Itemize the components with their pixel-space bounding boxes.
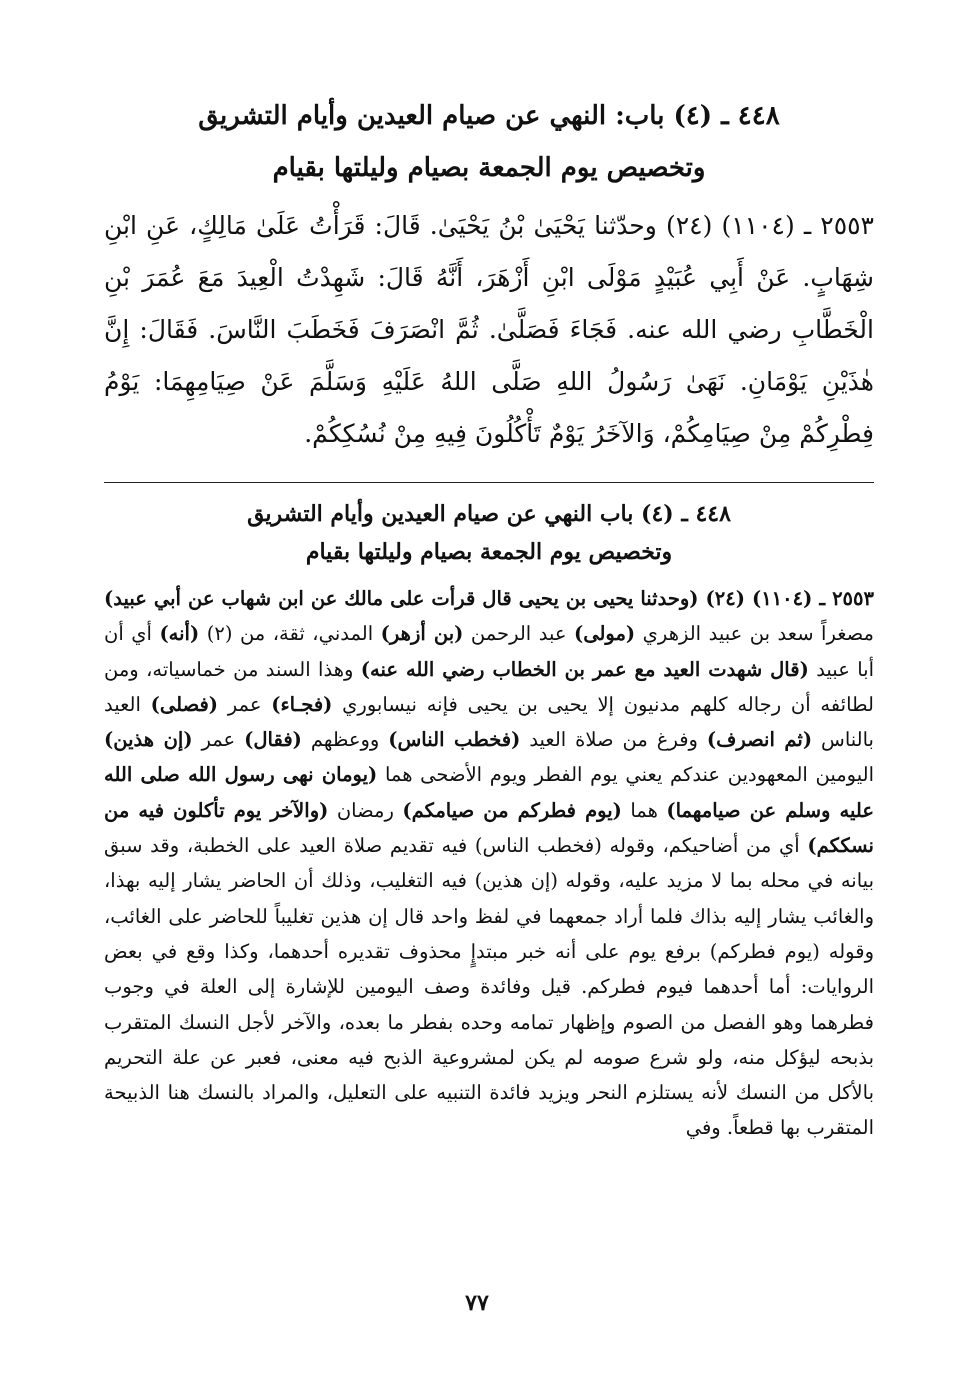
commentary-heading-line1: ٤٤٨ ـ (٤) باب النهي عن صيام العيدين وأيام التشريق (247, 501, 731, 527)
explanation-text: أي من أضاحيكم، وقوله (فخطب الناس) فيه تقديم صلاة العيد على الخطبة، وقد سبق بيانه في محله بما لا مزيد عليه، وقوله (إن هذين) فيه التغليب، وذلك أن الحاضر يشار إليه بهذا، والغائب يشار إليه بذاك فلما أراد جمعهما في لفظ واحد قال إن هذين تغليباً للحاضر على الغائب، وقوله (يوم فطركم) برفع يوم على أنه خبر مبتدإٍ محذوف تقديره أحدهما، وكذا وقع في بعض الروايات: أما أحدهما فيوم فطركم. قيل وفائدة وصف اليومين للإشارة إلى العلة في وجوب فطرهما وهو الفصل من الصوم وإظهار تمامه وحده بفطر ما بعده، والآخر لأجل النسك المتقرب بذبحه ليؤكل منه، ولو شرع صومه لم يكن لمشروعية الذبح فيه معنى، فعبر عن علة التحريم بالأكل من النسك لأنه يستلزم النحر ويزيد فائدة التنبيه على التعليل، والمراد بالنسك هنا الذبيحة المتقرب بها قطعاً. وفي (104, 834, 874, 1140)
explanation-text: أي أن أبا عبيد (104, 622, 875, 681)
quoted-text: (أنه) (159, 622, 200, 646)
explanation-text: عمر (218, 692, 272, 716)
explanation-text: عمر (192, 728, 245, 752)
quoted-text: ٢٥٥٣ ـ (١١٠٤) (٢٤) (وحدثنا يحيى بن يحيى قال قرأت على مالك عن ابن شهاب عن أبي عبيد) (104, 587, 874, 610)
quoted-text: (فقال) (244, 728, 302, 752)
explanation-text: عبد الرحمن (463, 622, 574, 646)
explanation-text: مصغراً سعد بن عبيد الزهري (635, 622, 874, 646)
page-number: ٧٧ (465, 1290, 489, 1316)
explanation-text: وهذا السند من خماسياته، ومن لطائفه أن رجاله كلهم مدنيون إلا يحيى بن يحيى فإنه نيسابوري (104, 657, 874, 716)
section-divider (104, 482, 874, 483)
quoted-text: (ثم انصرف) (706, 728, 813, 752)
explanation-text: وفرغ من صلاة العيد (520, 728, 707, 752)
hadith-text: ٢٥٥٣ ـ (١١٠٤) (٢٤) وحدّثنا يَحْيَىٰ بْنُ يَحْيَىٰ. قَالَ: قَرَأْتُ عَلَىٰ مَالِكٍ، عَنِ ابْنِ شِهَابٍ. عَنْ أَبِي عُبَيْدٍ مَوْلَى ابْنِ أَزْهَرَ، أَنَّهُ قَالَ: شَهِدْتُ الْعِيدَ مَعَ عُمَرَ بْنِ الْخَطَّابِ رضي الله عنه. فَجَاءَ فَصَلَّىٰ. ثُمَّ انْصَرَفَ فَخَطَبَ النَّاسَ. فَقَالَ: إِنَّ هٰذَيْنِ يَوْمَانِ. نَهَىٰ رَسُولُ اللهِ صَلَّى اللهُ عَلَيْهِ وَسَلَّمَ عَنْ صِيَامِهِمَا: يَوْمُ فِطْرِكُمْ مِنْ صِيَامِكُمْ، وَالآخَرُ يَوْمٌ تَأْكُلُونَ فِيهِ مِنْ نُسُكِكُمْ. (104, 211, 874, 448)
commentary-heading-line2: وتخصيص يوم الجمعة بصيام وليلتها بقيام (305, 539, 673, 565)
quoted-text: (فخطب الناس) (388, 728, 521, 752)
quoted-text: (بن أزهر) (380, 622, 464, 646)
chapter-title-line2: وتخصيص يوم الجمعة بصيام وليلتها بقيام (272, 153, 706, 183)
explanation-text: هما (621, 798, 667, 822)
explanation-text: رمضان (328, 798, 403, 822)
quoted-text: (والآخر يوم تأكلون فيه من نسككم) (104, 798, 874, 858)
quoted-text: (قال شهدت العيد مع عمر بن الخطاب رضي الله عنه) (360, 657, 809, 681)
chapter-title-line1: ٤٤٨ ـ (٤) باب: النهي عن صيام العيدين وأيام التشريق (198, 101, 780, 131)
commentary-heading (104, 495, 874, 571)
quoted-text: (فصلى) (150, 692, 219, 716)
quoted-text: (فجـاء) (271, 692, 333, 716)
explanation-text: العيد بالناس (104, 692, 874, 752)
quoted-text: (إن هذين) (104, 728, 193, 752)
quoted-text: (يوم فطركم من صيامكم) (402, 798, 622, 822)
commentary-text (104, 581, 874, 1146)
chapter-title (104, 90, 874, 194)
document-page (104, 90, 874, 1380)
explanation-text: المدني، ثقة، من (٢) (199, 622, 381, 646)
quoted-text: (مولى) (573, 622, 636, 646)
explanation-text: ووعظهم (301, 728, 389, 752)
quoted-text: (يومان نهى رسول الله صلى الله عليه وسلم عن صيامهما) (104, 763, 874, 822)
explanation-text: اليومين المعهودين عندكم يعني يوم الفطر ويوم الأضحى هما (377, 763, 874, 787)
